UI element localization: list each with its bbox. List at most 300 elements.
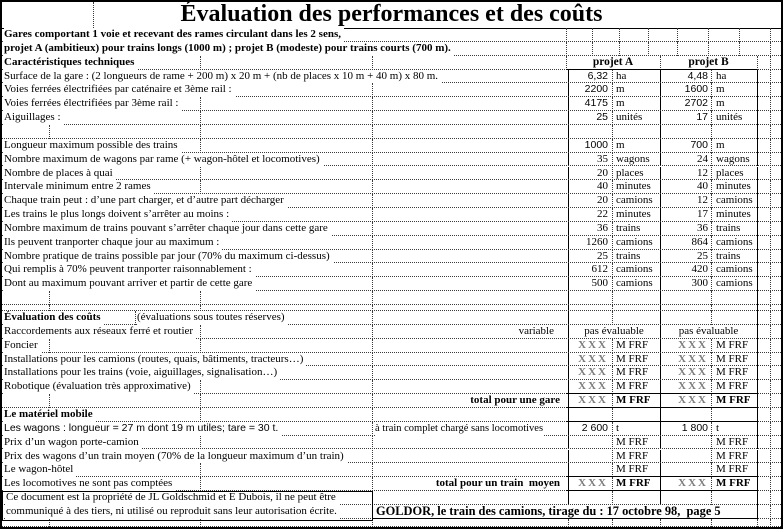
grid-line	[770, 436, 771, 450]
row-label: Les trains le plus longs doivent s’arrêter au moins :	[4, 208, 232, 222]
grid-line	[592, 28, 593, 42]
grid-line	[612, 277, 613, 291]
grid-line	[372, 111, 373, 125]
grid-line	[770, 194, 771, 208]
grid-line	[372, 380, 373, 394]
grid-line	[49, 291, 50, 305]
unit-a: m	[616, 83, 625, 96]
total-unit-b: M FRF	[716, 477, 751, 490]
grid-line	[372, 463, 373, 477]
grid-line	[757, 97, 758, 111]
grid-line	[770, 83, 771, 97]
grid-line	[770, 505, 771, 519]
grid-line	[660, 491, 661, 505]
grid-line	[757, 83, 758, 97]
grid-line	[757, 153, 758, 167]
value-b: 36	[697, 221, 708, 234]
grid-line	[711, 208, 712, 222]
grid-line	[711, 263, 712, 277]
unit-b: trains	[716, 221, 741, 234]
table-row	[0, 236, 783, 250]
grid-line	[372, 291, 373, 305]
grid-line	[757, 491, 758, 505]
value-b: 1600	[684, 83, 708, 96]
grid-line	[612, 450, 613, 464]
grid-line	[757, 450, 758, 464]
grid-line	[612, 353, 613, 367]
value-a: 1260	[586, 235, 608, 248]
unit-a: camions	[616, 235, 653, 248]
row-separator	[0, 526, 783, 527]
unit-a: m	[616, 97, 625, 110]
table-row	[0, 42, 783, 56]
grid-line	[612, 422, 613, 436]
table-row	[0, 277, 783, 291]
grid-line	[200, 394, 201, 408]
grid-line	[612, 236, 613, 250]
value-a: 2 600	[581, 421, 608, 434]
grid-line	[612, 97, 613, 111]
row-label: Nombre pratique de trains possible par jour (70% du maximum ci-dessus)	[4, 250, 333, 264]
grid-line	[757, 167, 758, 181]
total-label: total pour une gare	[470, 394, 560, 407]
grid-line	[372, 339, 373, 353]
grid-line	[49, 125, 50, 139]
value-b: 17	[697, 208, 708, 221]
grid-line	[677, 28, 678, 42]
grid-line	[757, 380, 758, 394]
table-row	[0, 28, 783, 42]
grid-line	[757, 325, 758, 339]
value-a: 36	[597, 221, 608, 234]
value-a: 25	[596, 111, 608, 124]
unit-b: m	[716, 97, 725, 110]
grid-line	[770, 28, 771, 42]
grid-line	[135, 311, 136, 325]
unit-b: M FRF	[716, 435, 749, 448]
value-b: 864	[691, 235, 708, 248]
confidentiality-text: Ce document est la propriété de JL Goldschmid et E Dubois, il ne peut être	[6, 491, 339, 505]
table-row	[0, 339, 783, 353]
grid-line	[757, 422, 758, 436]
grid-line	[770, 339, 771, 353]
table-row	[0, 263, 783, 277]
grid-line	[770, 353, 771, 367]
grid-line	[711, 463, 712, 477]
grid-line	[711, 97, 712, 111]
grid-line	[612, 125, 613, 139]
value-b: 12	[697, 194, 708, 207]
grid-line	[612, 291, 613, 305]
grid-line	[568, 125, 569, 139]
row-label: Prix des wagons d’un train moyen (70% de la longueur maximum d’un train)	[4, 450, 347, 464]
row-note: à train complet chargé sans locomotives	[375, 422, 544, 434]
grid-line	[770, 222, 771, 236]
grid-line	[711, 250, 712, 264]
row-label: Installations pour les trains (voie, aiguillages, signalisation…)	[4, 366, 280, 380]
grid-line	[568, 450, 569, 464]
value-a: 612	[591, 263, 608, 276]
table-row	[0, 311, 783, 325]
grid-line	[612, 311, 613, 325]
unit-a: minutes	[616, 180, 651, 193]
grid-line	[711, 408, 712, 422]
grid-line	[612, 463, 613, 477]
grid-line	[770, 139, 771, 153]
total-label: total pour un train moyen	[435, 477, 560, 490]
value-b: XXX	[678, 366, 708, 379]
grid-line	[770, 97, 771, 111]
grid-line	[612, 208, 613, 222]
confidentiality-box	[2, 491, 373, 521]
unit-a: unités	[616, 111, 643, 124]
grid-line	[770, 125, 771, 139]
row-label: Dont au maximum pouvant arriver et partir de cette gare	[4, 277, 255, 291]
value-a: 25	[597, 249, 608, 262]
grid-line	[770, 450, 771, 464]
unit-a: M FRF	[616, 352, 649, 365]
column-header-project-a: projet A	[592, 55, 634, 68]
row-label: Ils peuvent tranporter chaque jour au maximum :	[4, 236, 222, 250]
grid-line	[612, 366, 613, 380]
page-title: Évaluation des performances et des coûts	[180, 1, 603, 27]
grid-line	[770, 56, 771, 70]
grid-line	[757, 263, 758, 277]
unit-b: wagons	[716, 152, 750, 165]
grid-line	[200, 56, 201, 70]
grid-line	[612, 491, 613, 505]
grid-line	[711, 180, 712, 194]
unit-b: M FRF	[716, 380, 749, 393]
grid-line	[372, 422, 373, 436]
table-row	[0, 436, 783, 450]
grid-line	[568, 408, 569, 422]
grid-line	[770, 277, 771, 291]
total-value-b: XXX	[678, 477, 708, 490]
grid-line	[200, 111, 201, 125]
table-row	[0, 450, 783, 464]
grid-line	[757, 180, 758, 194]
value-a: 1000	[584, 138, 608, 151]
grid-line	[372, 366, 373, 380]
grid-line	[372, 436, 373, 450]
unit-b: trains	[716, 249, 741, 262]
grid-line	[372, 277, 373, 291]
grid-line	[757, 436, 758, 450]
grid-line	[711, 422, 712, 436]
grid-line	[200, 97, 201, 111]
grid-line	[708, 28, 709, 42]
value-a: 20	[597, 194, 608, 207]
table-row	[0, 97, 783, 111]
grid-line	[372, 153, 373, 167]
grid-line	[612, 477, 613, 491]
table-row	[0, 125, 783, 139]
unit-a: camions	[616, 263, 653, 276]
grid-line	[770, 42, 771, 56]
grid-line	[757, 408, 758, 422]
grid-line	[200, 408, 201, 422]
grid-line	[568, 436, 569, 450]
grid-line	[757, 208, 758, 222]
grid-line	[770, 291, 771, 305]
grid-line	[612, 83, 613, 97]
table-row	[0, 250, 783, 264]
grid-line	[200, 380, 201, 394]
unit-a: M FRF	[616, 463, 649, 476]
grid-line	[757, 70, 758, 84]
value-a: XXX	[578, 366, 608, 379]
grid-line	[568, 311, 569, 325]
grid-line	[757, 353, 758, 367]
total-value-a: XXX	[578, 394, 608, 407]
row-label: Raccordements aux réseaux ferré et routier	[4, 325, 196, 339]
row-label: Caractéristiques techniques	[4, 56, 137, 70]
grid-line	[612, 222, 613, 236]
grid-line	[612, 263, 613, 277]
grid-line	[711, 83, 712, 97]
row-label: Aiguillages :	[4, 111, 64, 125]
row-label: Gares comportant 1 voie et recevant des rames circulant dans les 2 sens,	[4, 28, 344, 42]
table-row	[0, 325, 783, 339]
grid-line	[770, 236, 771, 250]
value-b: 40	[697, 180, 708, 193]
value-a: XXX	[578, 352, 608, 365]
unit-b: m	[716, 138, 725, 151]
grid-line	[711, 394, 712, 408]
grid-line	[612, 111, 613, 125]
grid-line	[739, 28, 740, 42]
grid-line	[612, 70, 613, 84]
table-row	[0, 353, 783, 367]
row-label: Nombre de places à quai	[4, 167, 116, 181]
row-label: Nombre maximum de trains pouvant s’arrêter chaque jour dans cette gare	[4, 222, 331, 236]
grid-line	[648, 42, 649, 56]
grid-line	[372, 263, 373, 277]
grid-line	[200, 325, 201, 339]
grid-line	[566, 28, 567, 42]
row-label: Longueur maximum possible des trains	[4, 139, 181, 153]
grid-line	[660, 450, 661, 464]
grid-line	[612, 180, 613, 194]
grid-line	[757, 222, 758, 236]
grid-line	[770, 208, 771, 222]
row-note-variable: variable	[518, 324, 554, 337]
row-label: Foncier	[4, 339, 41, 353]
grid-line	[612, 339, 613, 353]
grid-line	[757, 111, 758, 125]
grid-line	[711, 153, 712, 167]
unit-a: camions	[616, 194, 653, 207]
grid-line	[568, 463, 569, 477]
grid-line	[711, 491, 712, 505]
grid-line	[372, 311, 373, 325]
table-row	[0, 208, 783, 222]
table-row	[0, 153, 783, 167]
unit-b: camions	[716, 235, 753, 248]
value-b: 1 800	[681, 421, 708, 434]
grid-line	[711, 125, 712, 139]
row-label: projet A (ambitieux) pour trains longs (1000 m) ; projet B (modeste) pour trains courts (700 m).	[4, 42, 454, 56]
grid-line	[566, 42, 567, 56]
row-label: Prix d’un wagon porte-camion	[4, 436, 142, 450]
value-a: 6,32	[587, 69, 608, 82]
grid-line	[200, 125, 201, 139]
grid-line	[372, 236, 373, 250]
total-unit-a: M FRF	[616, 394, 651, 407]
grid-line	[770, 153, 771, 167]
value-b: 4,48	[687, 69, 708, 82]
grid-line	[770, 250, 771, 264]
value-b: 300	[691, 277, 708, 290]
grid-line	[711, 477, 712, 491]
grid-line	[660, 311, 661, 325]
column-header-project-b: projet B	[688, 55, 729, 68]
section-title: Évaluation des coûts	[4, 311, 104, 325]
row-label: Les locomotives ne sont pas comptées	[4, 477, 175, 491]
unit-b: M FRF	[716, 352, 749, 365]
row-label: Voies ferrées électrifiées par caténaire et 3ème rail :	[4, 83, 235, 97]
value-a: 4175	[584, 97, 608, 110]
row-label: Intervale minimum entre 2 rames	[4, 180, 154, 194]
grid-line	[660, 436, 661, 450]
grid-line	[49, 394, 50, 408]
row-label: Voies ferrées électrifiées par 3ème rail :	[4, 97, 182, 111]
unit-b: minutes	[716, 180, 751, 193]
grid-line	[757, 505, 758, 519]
grid-line	[770, 463, 771, 477]
grid-line	[612, 153, 613, 167]
grid-line	[711, 366, 712, 380]
unit-a: places	[616, 166, 644, 179]
value-b: 2702	[684, 97, 708, 110]
value-b: 420	[691, 263, 708, 276]
unit-a: wagons	[616, 152, 650, 165]
table-row	[0, 394, 783, 408]
total-value-b: XXX	[678, 394, 708, 407]
grid-line	[770, 325, 771, 339]
grid-line	[757, 311, 758, 325]
table-row	[0, 422, 783, 436]
unit-a: trains	[616, 249, 641, 262]
value-b-merged: pas évaluable	[678, 324, 739, 337]
value-b: 12	[697, 166, 708, 179]
grid-line	[372, 325, 373, 339]
grid-line	[612, 380, 613, 394]
table-row	[0, 408, 783, 422]
grid-line	[200, 291, 201, 305]
table-row	[0, 222, 783, 236]
grid-line	[770, 394, 771, 408]
unit-b: M FRF	[716, 449, 749, 462]
table-row	[0, 139, 783, 153]
table-row	[0, 83, 783, 97]
row-label: Surface de la gare : (2 longueurs de rame + 200 m) x 20 m + (nb de places x 10 m + 40 m) x 80 m.	[4, 70, 441, 84]
grid-line	[372, 194, 373, 208]
unit-b: t	[716, 421, 720, 434]
grid-line	[592, 42, 593, 56]
table-row	[0, 291, 783, 305]
unit-b: places	[716, 166, 744, 179]
grid-line	[770, 477, 771, 491]
row-label: Qui remplis à 70% peuvent tranporter raisonnablement :	[4, 263, 255, 277]
unit-b: m	[716, 83, 725, 96]
grid-line	[770, 180, 771, 194]
grid-line	[770, 111, 771, 125]
grid-line	[200, 167, 201, 181]
grid-line	[372, 450, 373, 464]
grid-line	[568, 491, 569, 505]
grid-line	[619, 28, 620, 42]
grid-line	[372, 180, 373, 194]
table-row	[0, 56, 783, 70]
grid-line	[372, 222, 373, 236]
grid-line	[711, 70, 712, 84]
value-b: XXX	[678, 338, 708, 351]
unit-b: unités	[716, 111, 743, 124]
grid-line	[757, 236, 758, 250]
grid-line	[200, 477, 201, 491]
grid-line	[660, 408, 661, 422]
table-row	[0, 194, 783, 208]
grid-line	[708, 42, 709, 56]
grid-line	[711, 167, 712, 181]
grid-line	[757, 250, 758, 264]
unit-b: ha	[716, 69, 727, 82]
unit-b: camions	[716, 263, 753, 276]
value-a: XXX	[578, 380, 608, 393]
grid-line	[711, 236, 712, 250]
grid-line	[372, 167, 373, 181]
value-a: XXX	[578, 338, 608, 351]
grid-line	[200, 139, 201, 153]
value-b: 25	[697, 249, 708, 262]
grid-line	[757, 277, 758, 291]
grid-line	[770, 366, 771, 380]
grid-line	[372, 250, 373, 264]
total-unit-a: M FRF	[616, 477, 651, 490]
unit-a: minutes	[616, 208, 651, 221]
grid-line	[648, 28, 649, 42]
grid-line	[757, 339, 758, 353]
grid-line	[372, 408, 373, 422]
unit-b: M FRF	[716, 463, 749, 476]
unit-a: ha	[616, 69, 627, 82]
grid-line	[770, 491, 771, 505]
grid-line	[770, 70, 771, 84]
grid-line	[612, 139, 613, 153]
row-label: Chaque train peut : d’une part charger, et d’autre part décharger	[4, 194, 287, 208]
grid-line	[757, 125, 758, 139]
unit-b: camions	[716, 277, 753, 290]
unit-a: M FRF	[616, 380, 649, 393]
table-row	[0, 70, 783, 84]
grid-line	[711, 277, 712, 291]
grid-line	[711, 111, 712, 125]
grid-line	[711, 139, 712, 153]
unit-b: minutes	[716, 208, 751, 221]
grid-line	[372, 56, 373, 70]
unit-a: M FRF	[616, 366, 649, 379]
grid-line	[770, 167, 771, 181]
value-b: XXX	[678, 380, 708, 393]
grid-line	[757, 477, 758, 491]
grid-line	[757, 394, 758, 408]
value-a: 2200	[584, 83, 608, 96]
unit-b: camions	[716, 194, 753, 207]
grid-line	[711, 291, 712, 305]
grid-line	[711, 380, 712, 394]
